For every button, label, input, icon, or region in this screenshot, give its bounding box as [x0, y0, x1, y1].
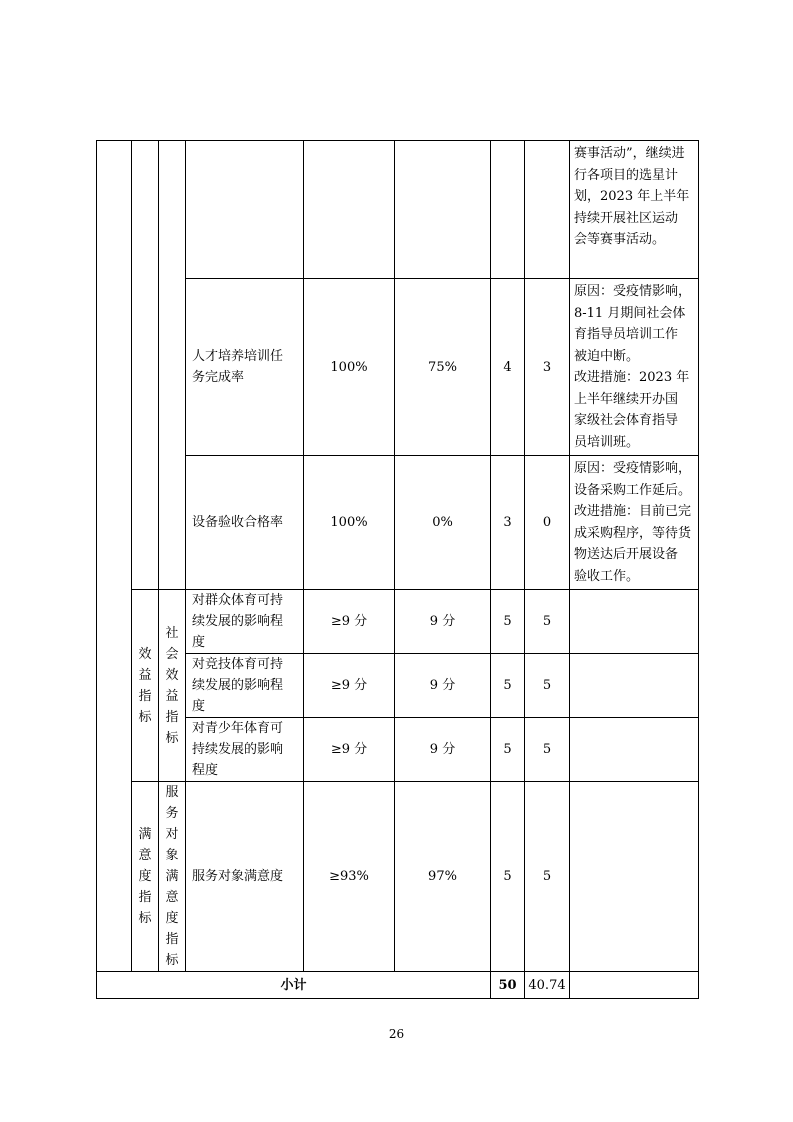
- note-cell: 原因：受疫情影响， 设备采购工作延后。 改进措施：目前已完 成采购程序，等待货 物送达后开展设备 验收工作。: [570, 456, 699, 590]
- indicator-cell: 服务对象满意度: [186, 782, 304, 972]
- target-cell: 100%: [304, 456, 395, 590]
- table-row: [97, 590, 699, 654]
- table-row: [97, 456, 699, 590]
- table-row: [97, 141, 699, 279]
- weight-cell: [491, 141, 525, 279]
- social-benefit-label: 社 会 效 益 指 标: [159, 590, 186, 782]
- indicator-cell: [186, 141, 304, 279]
- subtotal-weight: 50: [491, 972, 525, 999]
- weight-cell: 5: [491, 718, 525, 782]
- weight-cell: 5: [491, 654, 525, 718]
- page-number: 26: [388, 1027, 405, 1041]
- indicator-cell: 设备验收合格率: [186, 456, 304, 590]
- actual-cell: 75%: [395, 279, 491, 456]
- category-cell: [132, 141, 159, 590]
- subtotal-label: 小计: [97, 972, 491, 999]
- table-row: [97, 279, 699, 456]
- weight-cell: 5: [491, 590, 525, 654]
- target-cell: ≥9 分: [304, 590, 395, 654]
- target-cell: ≥9 分: [304, 654, 395, 718]
- score-cell: 3: [525, 279, 570, 456]
- note-cell: [570, 654, 699, 718]
- target-cell: [304, 141, 395, 279]
- actual-cell: 97%: [395, 782, 491, 972]
- subtotal-score: 40.74: [525, 972, 570, 999]
- actual-cell: 9 分: [395, 654, 491, 718]
- weight-cell: 4: [491, 279, 525, 456]
- actual-cell: [395, 141, 491, 279]
- subcategory-cell: [159, 141, 186, 590]
- indicator-cell: 对竞技体育可持 续发展的影响程 度: [186, 654, 304, 718]
- score-cell: 5: [525, 590, 570, 654]
- target-cell: ≥93%: [304, 782, 395, 972]
- outer-category-cell: [97, 141, 132, 972]
- note-cell: [570, 782, 699, 972]
- score-cell: 5: [525, 654, 570, 718]
- service-satisfaction-label: 服 务 对 象 满 意 度 指 标: [159, 782, 186, 972]
- actual-cell: 9 分: [395, 718, 491, 782]
- weight-cell: 5: [491, 782, 525, 972]
- target-cell: ≥9 分: [304, 718, 395, 782]
- note-cell: 原因：受疫情影响， 8-11 月期间社会体 育指导员培训工作 被迫中断。 改进措施：2023 年 上半年继续开办国 家级社会体育指导 员培训班。: [570, 279, 699, 456]
- benefit-indicator-label: 效 益 指 标: [132, 590, 159, 782]
- score-cell: 0: [525, 456, 570, 590]
- target-cell: 100%: [304, 279, 395, 456]
- note-cell: [570, 718, 699, 782]
- table-row: [97, 718, 699, 782]
- table-row: [97, 654, 699, 718]
- score-cell: [525, 141, 570, 279]
- score-cell: 5: [525, 718, 570, 782]
- actual-cell: 9 分: [395, 590, 491, 654]
- table-row: [97, 782, 699, 972]
- note-cell: [570, 590, 699, 654]
- note-cell: [570, 972, 699, 999]
- indicator-cell: 对青少年体育可 持续发展的影响 程度: [186, 718, 304, 782]
- performance-table: [96, 140, 699, 999]
- weight-cell: 3: [491, 456, 525, 590]
- indicator-cell: 人才培养培训任 务完成率: [186, 279, 304, 456]
- subtotal-row: [97, 972, 699, 999]
- score-cell: 5: [525, 782, 570, 972]
- note-cell: 赛事活动”，继续进 行各项目的选星计 划，2023 年上半年 持续开展社区运动 会等赛事活动。: [570, 141, 699, 279]
- indicator-cell: 对群众体育可持 续发展的影响程 度: [186, 590, 304, 654]
- actual-cell: 0%: [395, 456, 491, 590]
- satisfaction-indicator-label: 满 意 度 指 标: [132, 782, 159, 972]
